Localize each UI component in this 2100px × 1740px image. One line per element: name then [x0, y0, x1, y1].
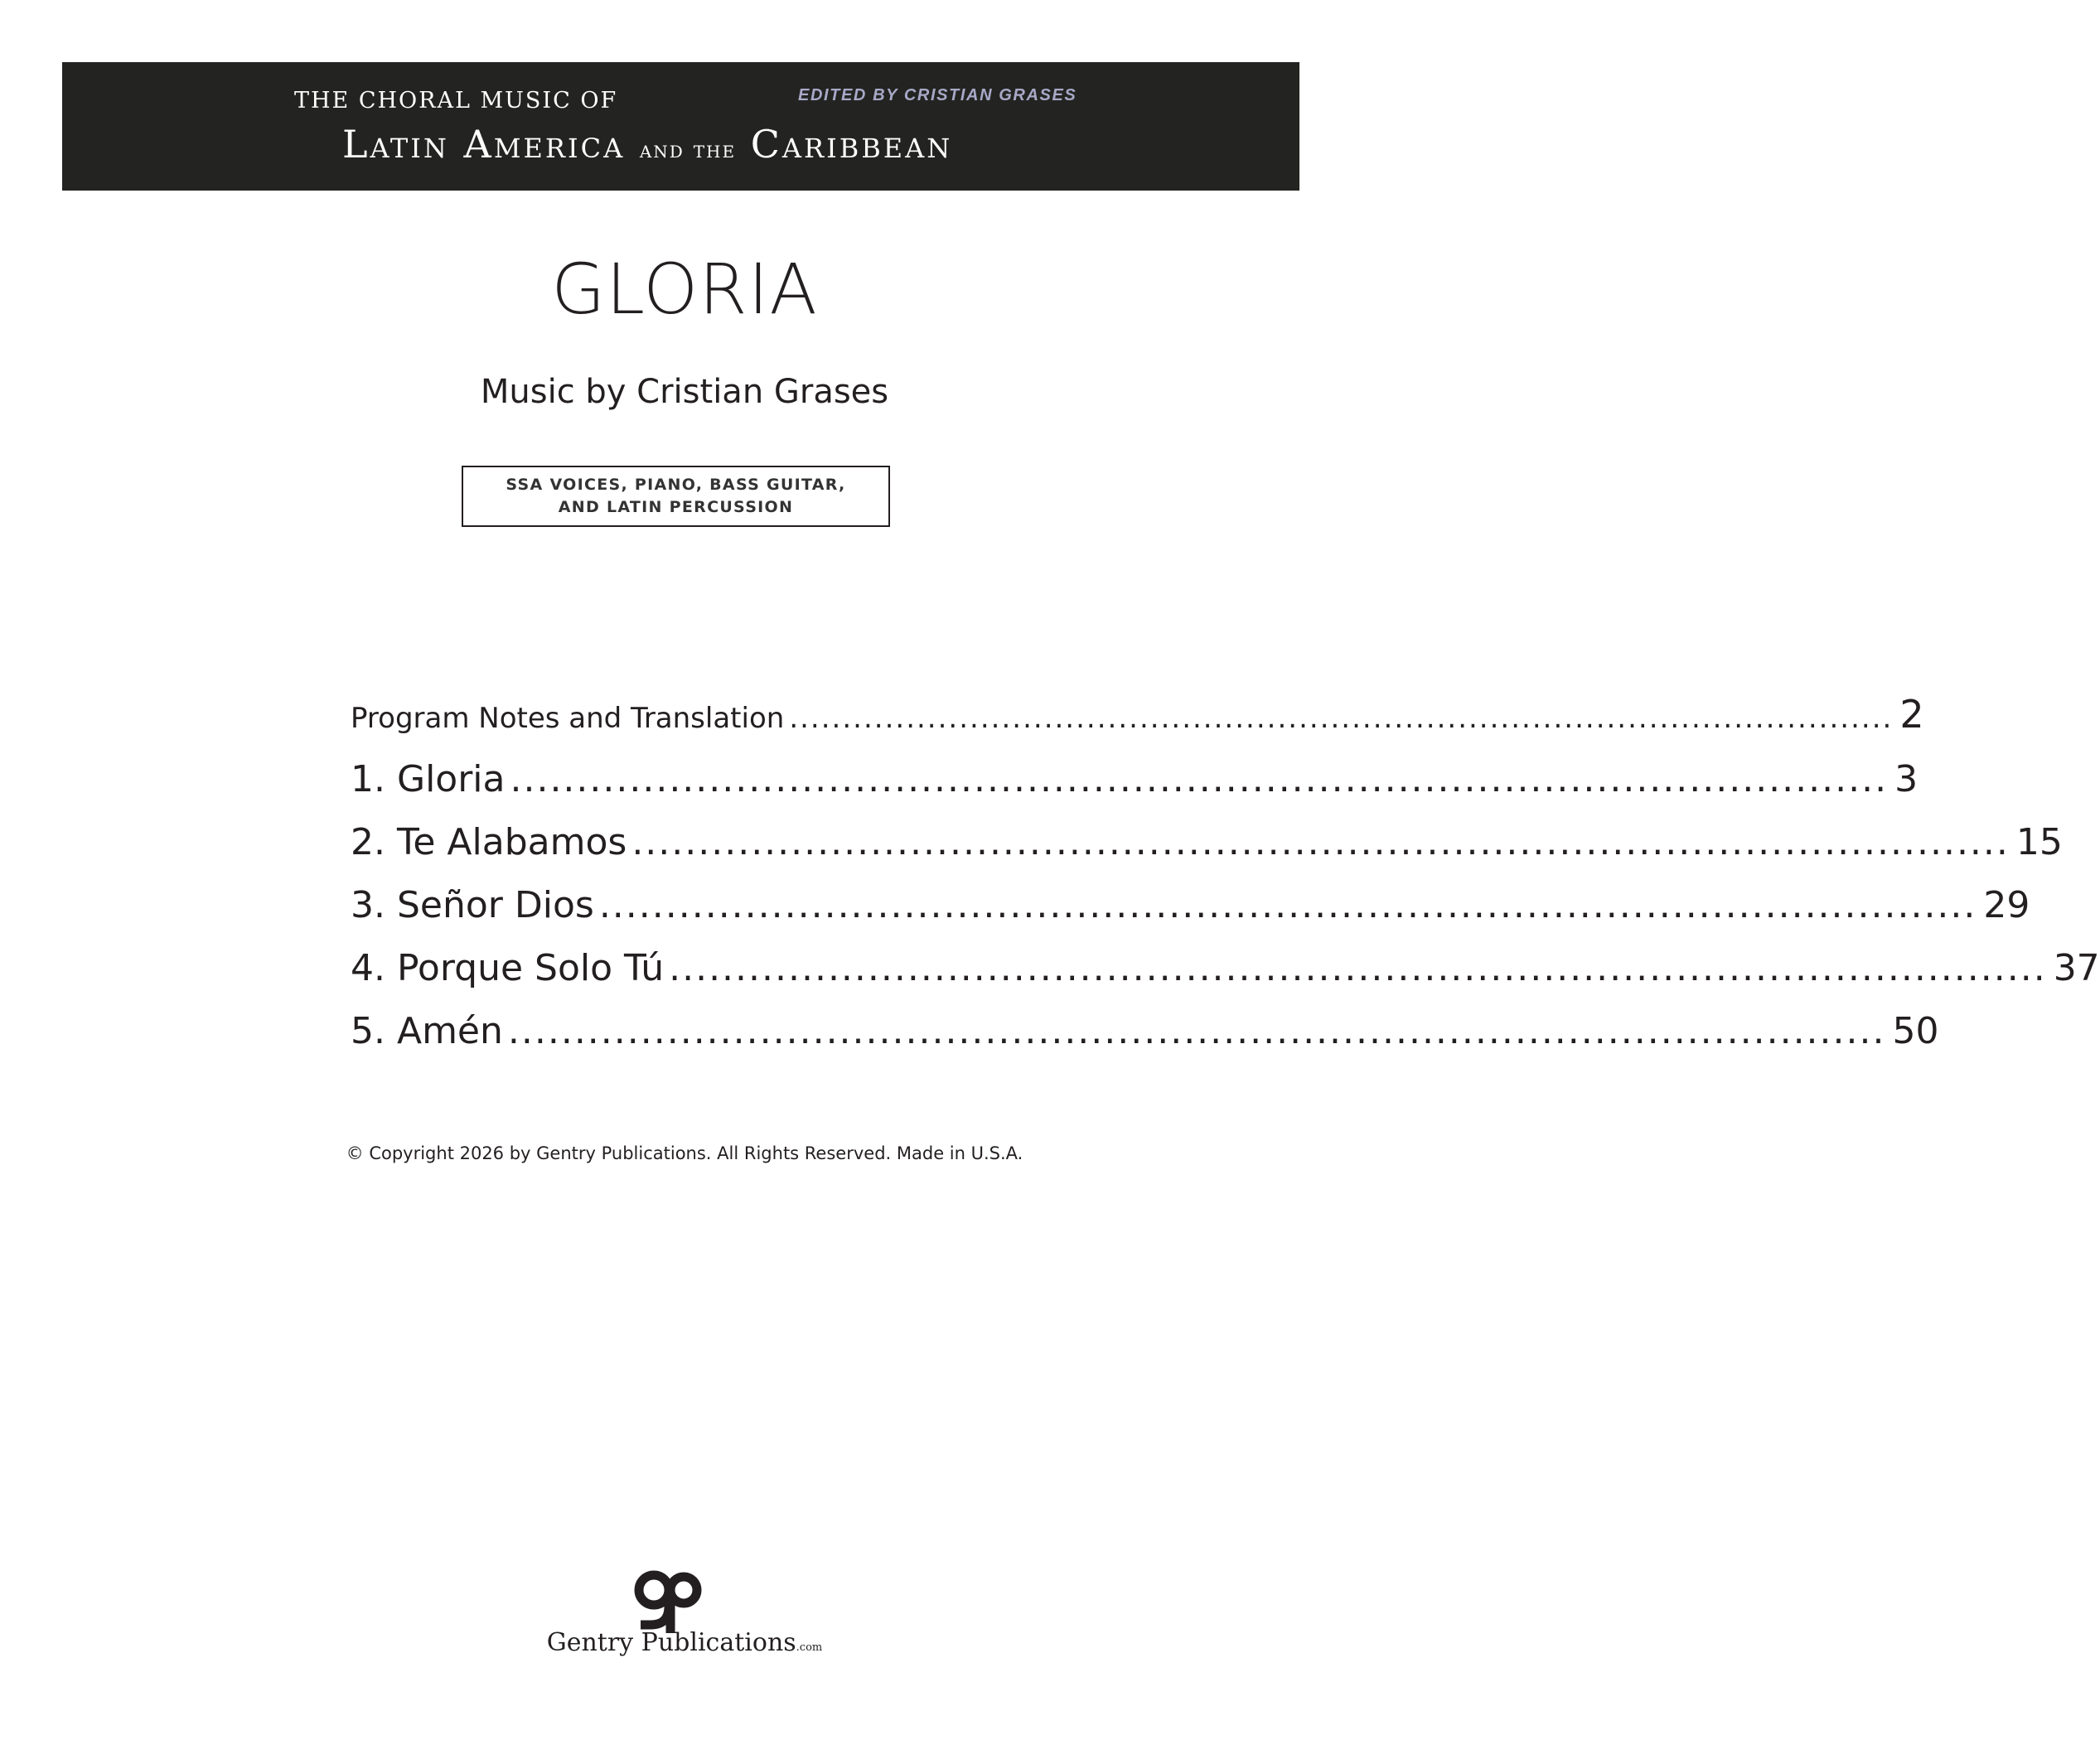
toc-entry-page: 3	[1894, 758, 1919, 800]
toc-entry-page: 50	[1892, 1010, 1939, 1052]
toc-leader-dots: ........................................................................................................	[631, 821, 2010, 863]
toc-leader-dots: ........................................................................................................	[510, 758, 1889, 800]
series-title-part-a: Latin America	[342, 122, 626, 167]
editor-credit: EDITED BY CRISTIAN GRASES	[798, 86, 1077, 104]
toc-entry	[351, 758, 1919, 821]
toc-leader-dots: ........................................................................................................	[789, 702, 1894, 735]
voicing-line-2: AND LATIN PERCUSSION	[558, 498, 794, 516]
toc-entry-label: 3. Señor Dios	[351, 884, 594, 926]
voicing-line-1: SSA VOICES, PIANO, BASS GUITAR,	[506, 476, 846, 494]
toc-entry	[351, 947, 2100, 1010]
work-title: GLORIA	[551, 249, 818, 330]
toc-leader-dots: ........................................................................................................	[598, 884, 1977, 926]
toc-entry	[351, 692, 1924, 758]
publisher-wordmark	[0, 1628, 1369, 1657]
toc-entry	[351, 1010, 1939, 1073]
toc-entry-page: 37	[2053, 947, 2100, 989]
toc-entry-label: 2. Te Alabamos	[351, 821, 627, 863]
voicing-box	[462, 466, 890, 527]
publisher-name: Gentry Publications	[546, 1628, 796, 1657]
toc-entry	[351, 821, 2063, 884]
gp-monogram-glyph	[634, 1570, 704, 1633]
toc-entry-label: Program Notes and Translation	[351, 702, 785, 735]
series-title-part-c: Caribbean	[750, 122, 953, 167]
toc-leader-dots: ........................................................................................................	[669, 947, 2047, 989]
toc-entry-page: 29	[1983, 884, 2030, 926]
publisher-domain-suffix: .com	[796, 1641, 823, 1654]
series-title	[342, 122, 952, 167]
toc-entry-label: 4. Porque Solo Tú	[351, 947, 665, 989]
copyright-notice: © Copyright 2026 by Gentry Publications. All Rights Reserved. Made in U.S.A.	[346, 1143, 1023, 1163]
table-of-contents	[351, 692, 2100, 1073]
series-banner	[62, 62, 1299, 191]
toc-entry-label: 1. Gloria	[351, 758, 506, 800]
toc-leader-dots: ........................................................................................................	[507, 1010, 1886, 1052]
toc-entry-label: 5. Amén	[351, 1010, 503, 1052]
toc-entry-page: 2	[1899, 692, 1924, 737]
series-title-part-b: and the	[639, 136, 737, 163]
series-label: THE CHORAL MUSIC OF	[294, 88, 618, 114]
toc-entry	[351, 884, 2030, 947]
composer-credit: Music by Cristian Grases	[480, 373, 889, 411]
toc-entry-page: 15	[2015, 821, 2063, 863]
